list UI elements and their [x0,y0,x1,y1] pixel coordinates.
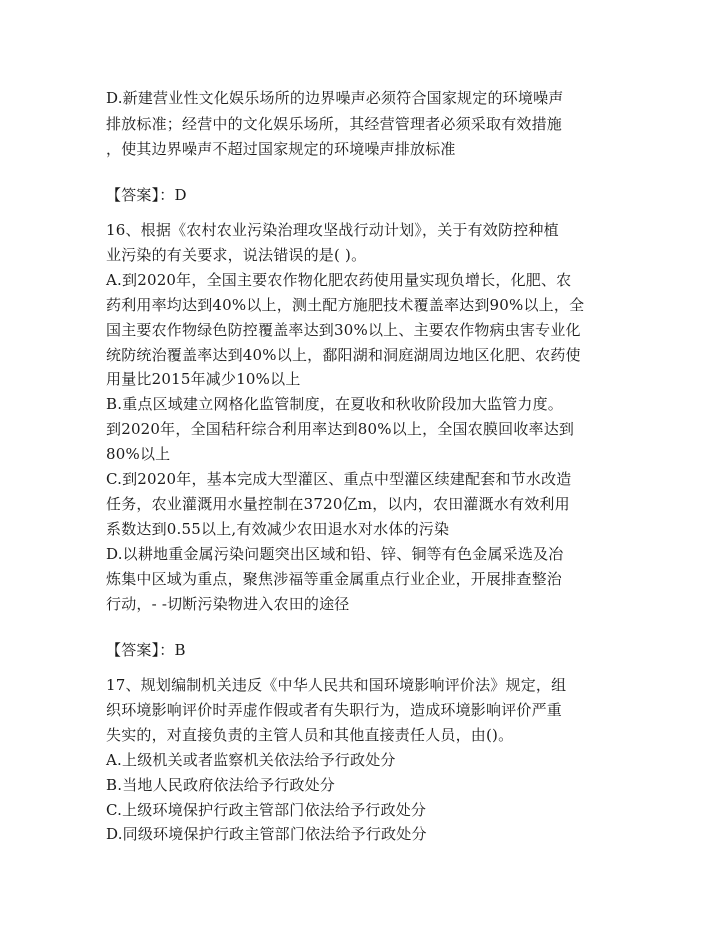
q17-option-b: B.当地人民政府依法给予行政处分 [106,776,335,794]
q16-option-d-line-2: 炼集中区域为重点，聚焦涉福等重金属重点行业企业，开展排查整治 [106,570,563,588]
q15-answer: 【答案】：D [106,186,187,204]
q17-option-a: A.上级机关或者监察机关依法给予行政处分 [106,751,396,769]
q16-answer: 【答案】：B [106,641,186,659]
q16-option-b-line-2: 到2020年，全国秸秆综合利用率达到80%以上，全国农膜回收率达到 [106,420,575,438]
q16-option-b-line-1: B.重点区域建立网格化监管制度，在夏收和秋收阶段加大监管力度。 [106,395,563,413]
q16-option-c-line-2: 任务，农业灌溉用水量控制在3720亿m，以内，农田灌溉水有效利用 [106,495,570,513]
q17-stem-line-3: 失实的，对直接负责的主管人员和其他直接责任人员，由()。 [106,726,514,744]
q16-option-d-line-3: 行动，- -切断污染物进入农田的途径 [106,595,350,613]
q15-option-d-line-1: D.新建营业性文化娱乐场所的边界噪声必须符合国家规定的环境噪声 [106,89,564,107]
q16-option-a-line-5: 用量比2015年减少10%以上 [106,370,301,388]
q16-option-d-line-1: D.以耕地重金属污染问题突出区域和铅、锌、铜等有色金属采选及冶 [106,545,564,563]
q15-option-d-line-3: ，使其边界噪声不超过国家规定的环境噪声排放标准 [106,140,456,158]
q17-stem-line-1: 17、规划编制机关违反《中华人民共和国环境影响评价法》规定，组 [106,676,567,694]
q16-stem-line-1: 16、根据《农村农业污染治理攻坚战行动计划》，关于有效防控种植 [106,221,559,239]
q16-option-a-line-2: 药利用率均达到40%以上，测土配方施肥技术覆盖率达到90%以上，全 [106,296,585,314]
q16-stem-line-2: 业污染的有关要求，说法错误的是( )。 [106,246,367,264]
q16-option-b-line-3: 80%以上 [106,445,171,463]
q16-option-a-line-4: 统防统治覆盖率达到40%以上，鄱阳湖和洞庭湖周边地区化肥、农药使 [106,346,581,364]
q15-option-d-line-2: 排放标准；经营中的文化娱乐场所，其经营管理者必须采取有效措施 [106,115,563,133]
q16-option-a-line-3: 国主要农作物绿色防控覆盖率达到30%以上、主要农作物病虫害专业化 [106,321,581,339]
q16-option-a-line-1: A.到2020年，全国主要农作物化肥农药使用量实现负增长，化肥、农 [106,271,572,289]
q16-option-c-line-1: C.到2020年，基本完成大型灌区、重点中型灌区续建配套和节水改造 [106,470,572,488]
q17-option-c: C.上级环境保护行政主管部门依法给予行政处分 [106,801,427,819]
q16-option-c-line-3: 系数达到0.55以上,有效减少农田退水对水体的污染 [106,520,450,538]
q17-option-d: D.同级环境保护行政主管部门依法给予行政处分 [106,825,427,843]
q17-stem-line-2: 织环境影响评价时弄虚作假或者有失职行为，造成环境影响评价严重 [106,701,563,719]
